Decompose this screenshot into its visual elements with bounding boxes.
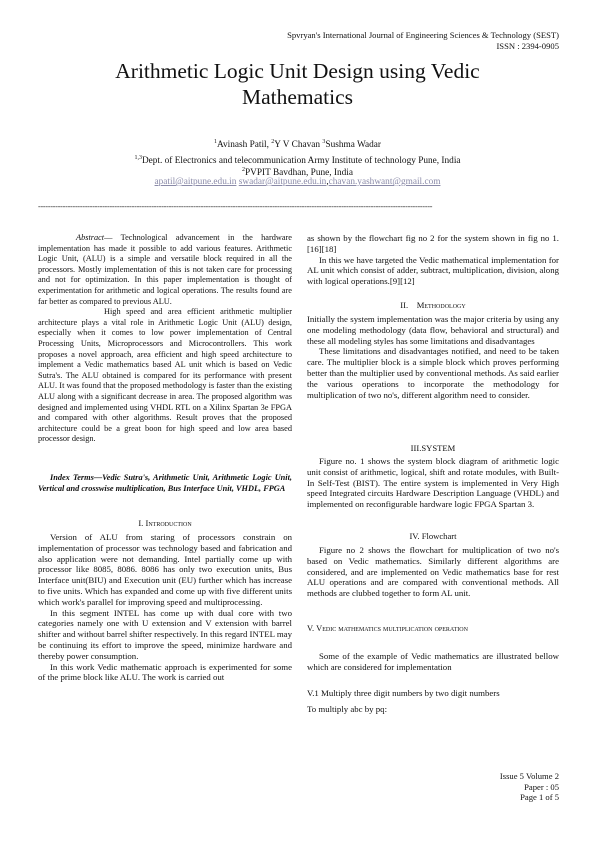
vedic-heading-text: Vedic mathematics multiplication operation [316,624,468,633]
abstract-text-2: High speed and area efficient arithmetic multiplier architecture plays a vital role in Arithmetic Logic Unit (ALU) design, especially when it comes to low power implementation of Central Processing Units, Microprocessors and Microcontrollers. This work proposes a novel approach, area efficient and high speed architecture to implement a Vedic mathematics based AL unit which is based on Vedic Sutra's. The ALU obtained is compared for its performance with present ALU. It was found that the proposed methodology is faster than the existing ALU along with a significant decrease in area. The proposed algorithm was designed and implemented using VHDL RTL on a Xilinx Spartan 3e FPGA and compared with other algorithms. Result proves that the proposed architecture could be a great boon for high speed and low area based processor design. [38,307,292,444]
index-terms-text: Index Terms—Vedic Sutra's, Arithmetic Unit, Arithmetic Logic Unit, Vertical and crosswise multiplication, Bus Interface Unit, VHDL, FPGA [38,473,292,493]
abstract-label: Abstract [76,233,105,242]
affiliation-1-text: Dept. of Electronics and telecommunication Army Institute of technology Pune, India [141,156,461,167]
intro-heading-num: I. [138,518,146,528]
intro-heading [38,518,292,528]
intro-heading-text: Introduction [145,518,192,528]
system-paragraph: Figure no. 1 shows the system block diagram of arithmetic logic unit consist of arithmetic, logical, shift and rotate modules, with Built-In Self-Test (BIST). The entire system is implemented in Very High speed Integrated circuits Hardware Description Language (VHDL) and implemented on reconfigurable hardware logic FPGA Spartan 3. [307,456,559,510]
email-link-3[interactable]: chavan.yashwant@gmail.com [328,177,441,187]
intro-paragraph-1: Version of ALU from staring of processors constrain on implementation of processor was technology based and fabrication and also application were not demanding. Intel partially come up with processor like 8085, 8086. 8086 has only two execution units, Bus Interface unit(BIU) and Execution unit (EU) further which has increase to five units. Which has expanded and come up with five different units which work's parallel for improving speed and multiprocessing. [38,532,292,607]
page-number: Page 1 of 5 [520,792,559,803]
affiliation-2-sup: 2 [241,167,245,173]
intro-paragraph-3: In this work Vedic mathematic approach is experimented for some of the prime block like ALU. The work is carried out [38,661,292,683]
author-2-sup: 2 [271,139,275,145]
methodology-paragraph-1: Initially the system implementation was the major criteria by using any one modeling methodology (data flow, behavioral and structural) and these all modeling styles has some limitations and disadvantages [307,314,559,346]
intro-continued [307,233,559,287]
vedic-body [307,651,559,673]
methodology-heading-num: II. [400,300,409,310]
author-3: Sushma Wadar [325,140,382,151]
system-heading: III.SYSTEM [410,443,456,453]
page-footer [500,771,559,803]
flowchart-body [307,545,559,599]
intro-body [38,532,292,683]
intro-targeted-text: In this we have targeted the Vedic mathematical implementation for AL unit which consist of adder, subtract, multiplication, division, along with logical operations.[9][12] [307,254,559,287]
abstract-section [38,233,292,445]
affiliation-2-text: PVPIT Bavdhan, Pune, India [244,168,354,179]
journal-header [287,30,559,52]
paper-number: Paper : 05 [524,781,559,792]
methodology-heading-text: Methodology [416,300,466,310]
index-terms [38,473,292,494]
email-link-1[interactable]: apatil@aitpune.edu.in [154,177,237,187]
author-2: Y V Chavan [274,140,323,151]
methodology-heading [307,300,559,310]
email-link-2[interactable]: swadar@aitpune.edu.in [238,177,327,187]
paper-title [40,58,555,110]
author-1-sup: 1 [213,139,217,145]
author-1: Avinash Patil, [216,140,272,151]
affiliation-1-sup: 1,3 [134,155,142,161]
vedic-heading [307,624,559,633]
journal-name: Spvryan's International Journal of Engineering Sciences & Technology (SEST) [287,30,559,40]
author-list [40,136,555,151]
flowchart-heading: IV. Flowchart [409,531,457,541]
system-body [307,456,559,510]
title-line-2: Mathematics [241,85,354,109]
title-line-1: Arithmetic Logic Unit Design using Vedic [115,59,480,83]
issn: ISSN : 2394-0905 [496,41,559,51]
author-3-sup: 3 [322,139,326,145]
separator-line: ---------------------------------------------------------------------------------------------------------------------------------------------------------------- [38,202,433,211]
methodology-paragraph-2: These limitations and disadvantages notified, and need to be taken care. The multiplier block is a simple block which proves performing better than the multiplier used by conventional methods. As said earlier the various operations to incorporate the methodology for multiplication of two no's, different algorithm need to consider. [307,346,559,400]
issue-volume: Issue 5 Volume 2 [499,771,559,781]
intro-paragraph-2: In this segment INTEL has come up with dual core with two categories namely one with U extension and V extension with barrel shifter and without barrel shifter respectively. In this regard INTEL may be continuing its effort to improve the speed, minimize hardware and thereby power consumption. [38,607,292,661]
flowchart-paragraph: Figure no 2 shows the flowchart for multiplication of two no's based on Vedic mathematics. Similarly different algorithms are considered, and are implemented on Vedic mathematics base for rest ALU operations and are compared with conventional methods. All methods are clubbed together to form AL unit. [307,545,559,599]
vedic-heading-num: V. [307,624,317,633]
methodology-body [307,314,559,400]
vedic-paragraph: Some of the example of Vedic mathematics are illustrated bellow which are considered for implementation [307,651,559,672]
intro-continued-text: as shown by the flowchart fig no 2 for the system shown in fig no 1.[16][18] [307,233,559,254]
subsection-heading: V.1 Multiply three digit numbers by two digit numbers [307,688,500,698]
subsection-text: To multiply abc by pq: [307,704,388,714]
abstract-text-1: — Technological advancement in the hardware implementation has made it possible to add various features. Arithmetic Logic Unit, (ALU) is a simple and versatile block required in all the processors. Mostly implementation of this is not taken care for processing and not for optimization. In this paper implementation is thought of experimentation for arithmetic and logical operations. The results found are far better as compared to previous ALU. [38,233,292,306]
author-emails: apatil@aitpune.edu.in swadar@aitpune.edu.in,chavan.yashwant@gmail.com [154,177,441,187]
